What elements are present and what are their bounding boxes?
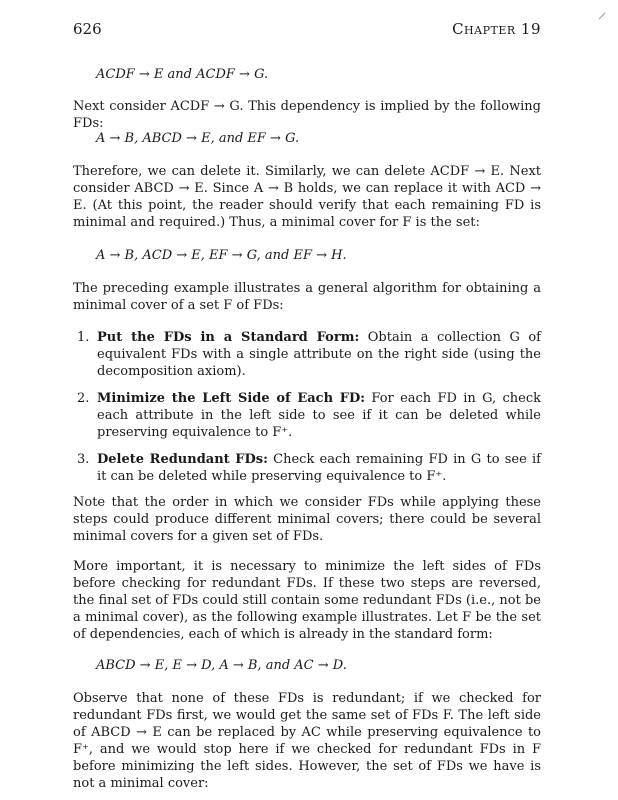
paragraph-4: Note that the order in which we consider FDs while applying these steps could produce different minimal covers; there could be several minimal covers for a given set of FDs. — [73, 495, 541, 544]
step-number: 2. — [77, 391, 90, 406]
running-header — [73, 20, 541, 40]
step-title: Put the FDs in a Standard Form: — [97, 330, 360, 345]
algorithm-steps — [77, 329, 541, 495]
fd-line-1: ACDF → E and ACDF → G. — [96, 67, 269, 82]
fd-line-4: ABCD → E, E → D, A → B, and AC → D. — [96, 658, 347, 673]
fd-line-2: A → B, ABCD → E, and EF → G. — [96, 131, 300, 146]
paragraph-1: Next consider ACDF → G. This dependency is implied by the following FDs: — [73, 99, 541, 131]
step-number: 1. — [77, 330, 90, 345]
fd-line-3: A → B, ACD → E, EF → G, and EF → H. — [96, 248, 347, 263]
step-text: Obtain a collection G of equivalent FDs with a single attribute on the right side (using the decomposition axiom). — [97, 330, 541, 379]
step-item — [77, 329, 541, 380]
step-text: For each FD in G, check each attribute in the left side to see if it can be deleted while preserving equivalence to F⁺. — [97, 391, 541, 440]
step-title: Minimize the Left Side of Each FD: — [97, 391, 366, 406]
step-item — [77, 390, 541, 441]
step-number: 3. — [77, 452, 90, 467]
corner-mark-icon — [598, 12, 606, 20]
step-item — [77, 451, 541, 485]
step-title: Delete Redundant FDs: — [97, 452, 268, 467]
paragraph-3: The preceding example illustrates a general algorithm for obtaining a minimal cover of a set F of FDs: — [73, 281, 541, 313]
paragraph-5: More important, it is necessary to minimize the left sides of FDs before checking for redundant FDs. If these two steps are reversed, the final set of FDs could still contain some redundant FDs (i.e., not be a minimal cover), as the following example illustrates. Let F be the set of dependencies, each of which is already in the standard form: — [73, 559, 541, 642]
chapter-title: Chapter 19 — [452, 20, 541, 38]
page-number: 626 — [73, 20, 102, 38]
paragraph-2: Therefore, we can delete it. Similarly, we can delete ACDF → E. Next consider ABCD → E. Since A → B holds, we can replace it with ACD → E. (At this point, the reader should verify that each remaining FD is minimal and required.) Thus, a minimal cover for F is the set: — [73, 164, 541, 230]
step-text: Check each remaining FD in G to see if it can be deleted while preserving equivalence to F⁺. — [97, 452, 541, 484]
paragraph-6: Observe that none of these FDs is redundant; if we checked for redundant FDs first, we would get the same set of FDs F. The left side of ABCD → E can be replaced by AC while preserving equivalence to F⁺, and we would stop here if we checked for redundant FDs in F before minimizing the left sides. However, the set of FDs we have is not a minimal cover: — [73, 691, 541, 791]
